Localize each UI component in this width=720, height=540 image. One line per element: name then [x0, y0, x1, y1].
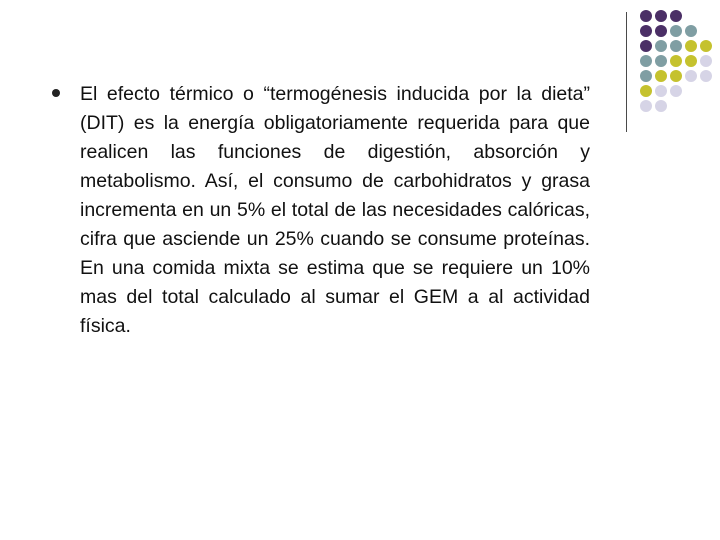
- decorative-dot: [655, 100, 667, 112]
- decorative-dot: [685, 55, 697, 67]
- decorative-dot: [640, 100, 652, 112]
- decorative-dot: [640, 10, 652, 22]
- decorative-dot: [655, 10, 667, 22]
- decorative-dot: [700, 55, 712, 67]
- decorative-dot: [655, 85, 667, 97]
- decorative-dot: [655, 55, 667, 67]
- decorative-dot: [655, 25, 667, 37]
- bullet-text: El efecto térmico o “termogénesis inducida por la dieta” (DIT) es la energía obligatoriamente requerida para que realicen las funciones de digestión, absorción y metabolismo. Así, el consumo de carbohidratos y grasa incrementa en un 5% el total de las necesidades calóricas, cifra que asciende un 25% cuando se consume proteínas. En una comida mixta se estima que se requiere un 10% mas del total calculado al sumar el GEM a al actividad física.: [80, 83, 590, 337]
- decorative-dot: [685, 70, 697, 82]
- decorative-dot: [640, 40, 652, 52]
- decorative-dot: [670, 55, 682, 67]
- decorative-dot: [640, 70, 652, 82]
- decorative-dot: [670, 10, 682, 22]
- decorative-vertical-line: [626, 12, 627, 132]
- decorative-dot: [640, 85, 652, 97]
- decorative-dot: [670, 25, 682, 37]
- decorative-dot: [670, 40, 682, 52]
- decorative-dot: [700, 40, 712, 52]
- decorative-dot: [640, 25, 652, 37]
- decorative-dot: [640, 55, 652, 67]
- decorative-dot: [670, 70, 682, 82]
- decorative-dot: [685, 25, 697, 37]
- bullet-dot-icon: [52, 89, 60, 97]
- decorative-dot: [655, 40, 667, 52]
- decorative-dot: [685, 40, 697, 52]
- decorative-dot: [700, 70, 712, 82]
- decorative-dot-grid: [640, 10, 720, 120]
- decorative-dot: [655, 70, 667, 82]
- decorative-dot: [670, 85, 682, 97]
